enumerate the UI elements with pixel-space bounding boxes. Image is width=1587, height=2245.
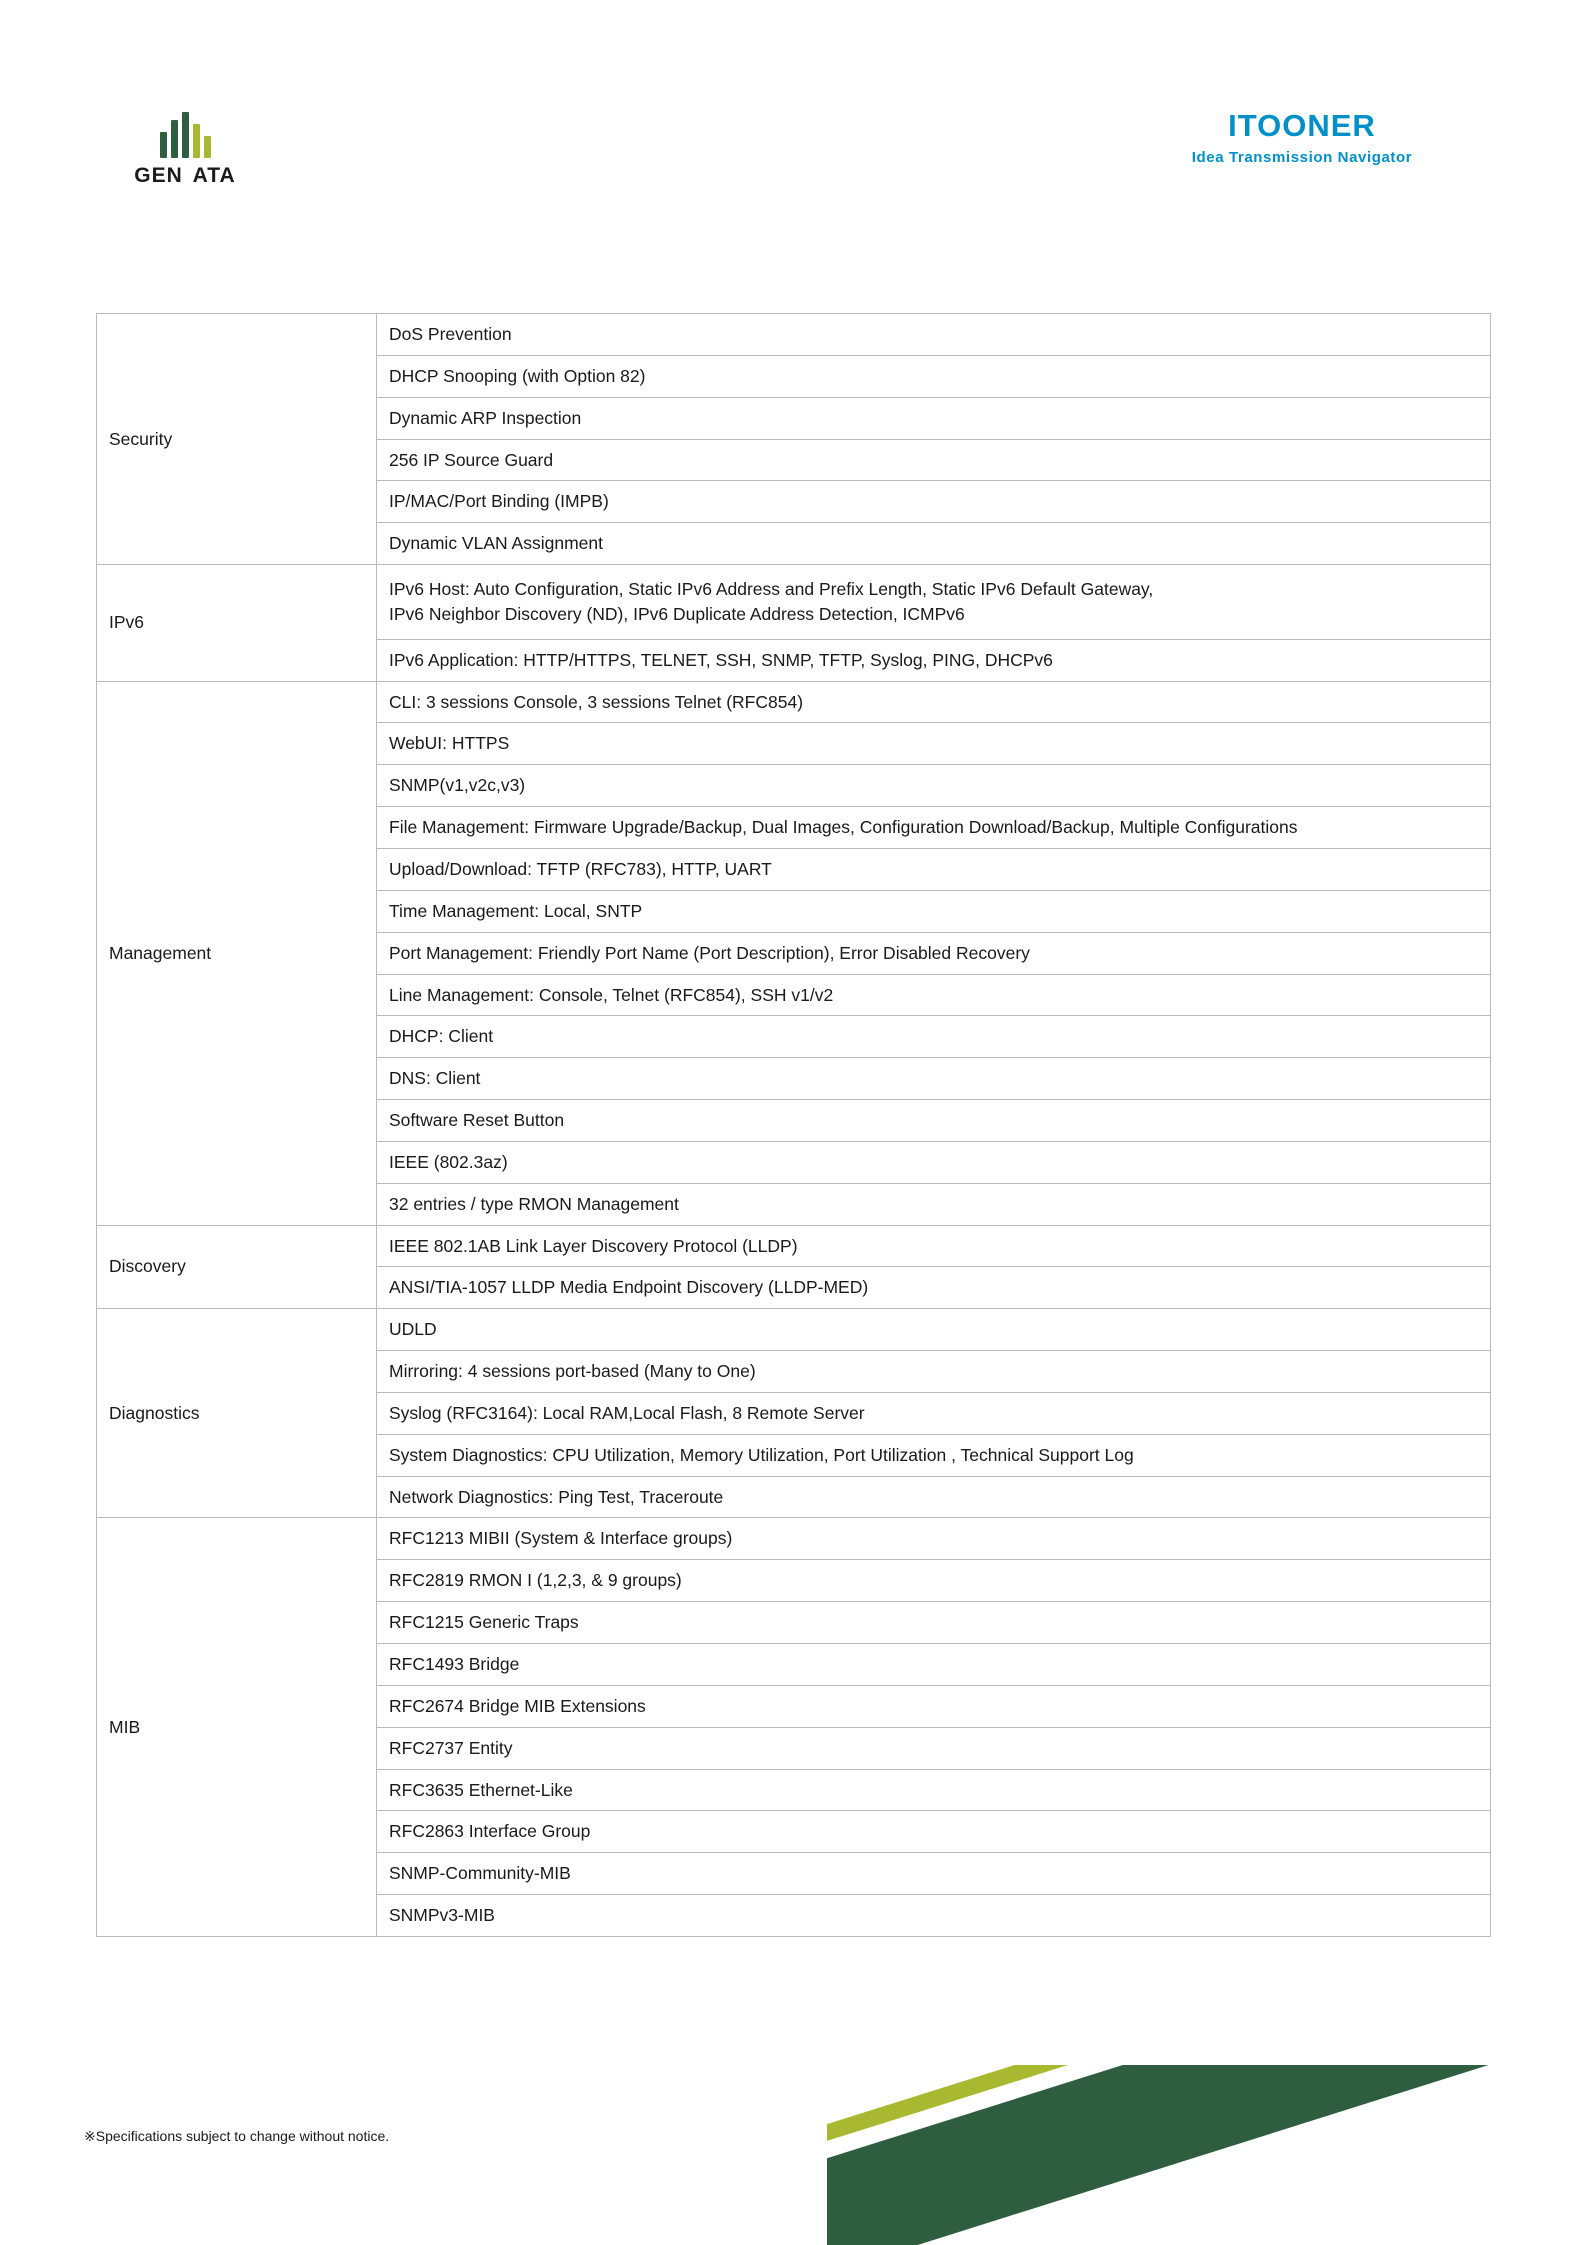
table-row [97,1225,1491,1267]
spec-value-cell: IPv6 Host: Auto Configuration, Static IPv6 Address and Prefix Length, Static IPv6 Default Gateway, IPv6 Neighbor Discovery (ND), IPv6 Duplicate Address Detection, ICMPv6 [377,565,1491,640]
specification-table-container [96,313,1491,1937]
spec-value-cell: System Diagnostics: CPU Utilization, Memory Utilization, Port Utilization , Technical Support Log [377,1434,1491,1476]
spec-value-cell: Network Diagnostics: Ping Test, Traceroute [377,1476,1491,1518]
spec-category-cell: Security [97,314,377,565]
logo-wordmark [120,164,250,188]
spec-value-cell: IEEE 802.1AB Link Layer Discovery Protocol (LLDP) [377,1225,1491,1267]
spec-value-cell: 32 entries / type RMON Management [377,1183,1491,1225]
olive-band-bottom [827,2065,1587,2206]
green-band-bottom [827,2065,1587,2245]
spec-value-cell: RFC2674 Bridge MIB Extensions [377,1685,1491,1727]
specification-table [96,313,1491,1937]
spec-value-cell: Dynamic VLAN Assignment [377,523,1491,565]
logo-word-left: GEN [134,164,183,187]
spec-value-cell: SNMP(v1,v2c,v3) [377,765,1491,807]
spec-value-cell: Port Management: Friendly Port Name (Port Description), Error Disabled Recovery [377,932,1491,974]
spec-value-cell: DNS: Client [377,1058,1491,1100]
spec-value-cell: DoS Prevention [377,314,1491,356]
spec-value-cell: IP/MAC/Port Binding (IMPB) [377,481,1491,523]
spec-value-cell: RFC1215 Generic Traps [377,1602,1491,1644]
spec-value-cell: SNMP-Community-MIB [377,1853,1491,1895]
spec-category-cell: IPv6 [97,565,377,682]
spec-value-cell: SNMPv3-MIB [377,1895,1491,1937]
spec-value-cell: UDLD [377,1309,1491,1351]
spec-value-cell: IEEE (802.3az) [377,1141,1491,1183]
footer-note: ※Specifications subject to change without notice. [84,2128,390,2144]
spec-value-cell: RFC2819 RMON I (1,2,3, & 9 groups) [377,1560,1491,1602]
spec-value-cell: IPv6 Application: HTTP/HTTPS, TELNET, SSH, SNMP, TFTP, Syslog, PING, DHCPv6 [377,639,1491,681]
table-row [97,681,1491,723]
table-row [97,565,1491,640]
spec-value-cell: Syslog (RFC3164): Local RAM,Local Flash, 8 Remote Server [377,1392,1491,1434]
spec-value-cell: RFC2863 Interface Group [377,1811,1491,1853]
logo-dot-icon [204,112,211,158]
spec-value-cell: DHCP Snooping (with Option 82) [377,355,1491,397]
itooner-brand [1137,110,1467,166]
spec-value-cell: Line Management: Console, Telnet (RFC854), SSH v1/v2 [377,974,1491,1016]
spec-value-cell: File Management: Firmware Upgrade/Backup, Dual Images, Configuration Download/Backup, Multiple Configurations [377,807,1491,849]
spec-value-cell: Mirroring: 4 sessions port-based (Many to One) [377,1351,1491,1393]
logo-word-right: ATA [192,164,236,187]
logo-bars-icon [120,112,250,158]
table-row [97,1518,1491,1560]
spec-category-cell: MIB [97,1518,377,1936]
spec-value-cell: WebUI: HTTPS [377,723,1491,765]
table-row [97,1309,1491,1351]
spec-value-cell: Upload/Download: TFTP (RFC783), HTTP, UART [377,848,1491,890]
spec-category-cell: Discovery [97,1225,377,1309]
spec-value-cell: CLI: 3 sessions Console, 3 sessions Telnet (RFC854) [377,681,1491,723]
brand-name: ITOONER [1228,108,1376,143]
page-header [0,0,1587,210]
table-row [97,314,1491,356]
spec-value-cell: ANSI/TIA-1057 LLDP Media Endpoint Discovery (LLDP-MED) [377,1267,1491,1309]
spec-value-cell: Time Management: Local, SNTP [377,890,1491,932]
spec-value-cell: RFC1493 Bridge [377,1644,1491,1686]
spec-value-cell: Software Reset Button [377,1100,1491,1142]
bottom-corner-decoration [827,2065,1587,2245]
spec-value-cell: RFC3635 Ethernet-Like [377,1769,1491,1811]
spec-category-cell: Management [97,681,377,1225]
spec-value-cell: RFC1213 MIBII (System & Interface groups) [377,1518,1491,1560]
spec-category-cell: Diagnostics [97,1309,377,1518]
spec-value-cell: Dynamic ARP Inspection [377,397,1491,439]
spec-value-cell: 256 IP Source Guard [377,439,1491,481]
spec-value-cell: DHCP: Client [377,1016,1491,1058]
brand-tagline: Idea Transmission Navigator [1191,149,1413,166]
genata-logo [120,112,250,188]
spec-value-cell: RFC2737 Entity [377,1727,1491,1769]
